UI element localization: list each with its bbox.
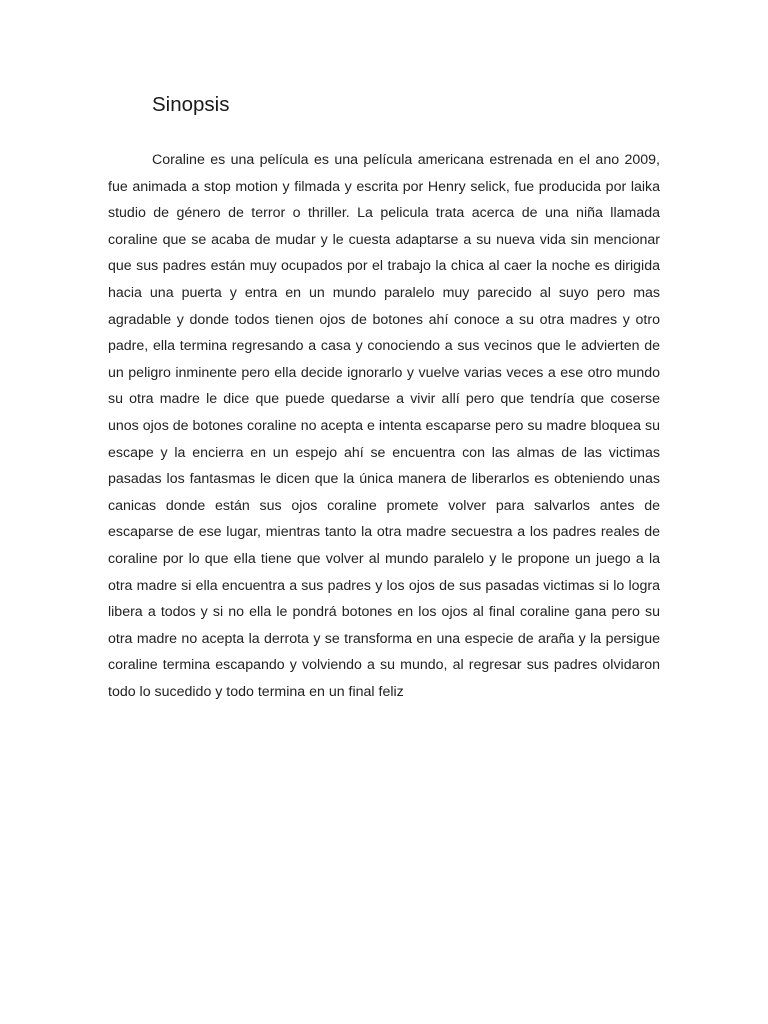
document-title: Sinopsis <box>152 93 230 116</box>
synopsis-paragraph: Coraline es una película es una película americana estrenada en el ano 2009, fue animada a stop motion y filmada y escrita por Henry selick, fue producida por laika studio de género de terror o thriller. La pelicula trata acerca de una niña llamada coraline que se acaba de mudar y le cuesta adaptarse a su nueva vida sin mencionar que sus padres están muy ocupados por el trabajo la chica al caer la noche es dirigida hacia una puerta y entra en un mundo paralelo muy parecido al suyo pero mas agradable y donde todos tienen ojos de botones ahí conoce a su otra madres y otro padre, ella termina regresando a casa y conociendo a sus vecinos que le advierten de un peligro inminente pero ella decide ignorarlo y vuelve varias veces a ese otro mundo su otra madre le dice que puede quedarse a vivir allí pero que tendría que coserse unos ojos de botones coraline no acepta e intenta escaparse pero su madre bloquea su escape y la encierra en un espejo ahí se encuentra con las almas de las victimas pasadas los fantasmas le dicen que la única manera de liberarlos es obteniendo unas canicas donde están sus ojos coraline promete volver para salvarlos antes de escaparse de ese lugar, mientras tanto la otra madre secuestra a los padres reales de coraline por lo que ella tiene que volver al mundo paralelo y le propone un juego a la otra madre si ella encuentra a sus padres y los ojos de sus pasadas victimas si lo logra libera a todos y si no ella le pondrá botones en los ojos al final coraline gana pero su otra madre no acepta la derrota y se transforma en una especie de araña y la persigue coraline termina escapando y volviendo a su mundo, al regresar sus padres olvidaron todo lo sucedido y todo termina en un final feliz <box>108 152 660 700</box>
